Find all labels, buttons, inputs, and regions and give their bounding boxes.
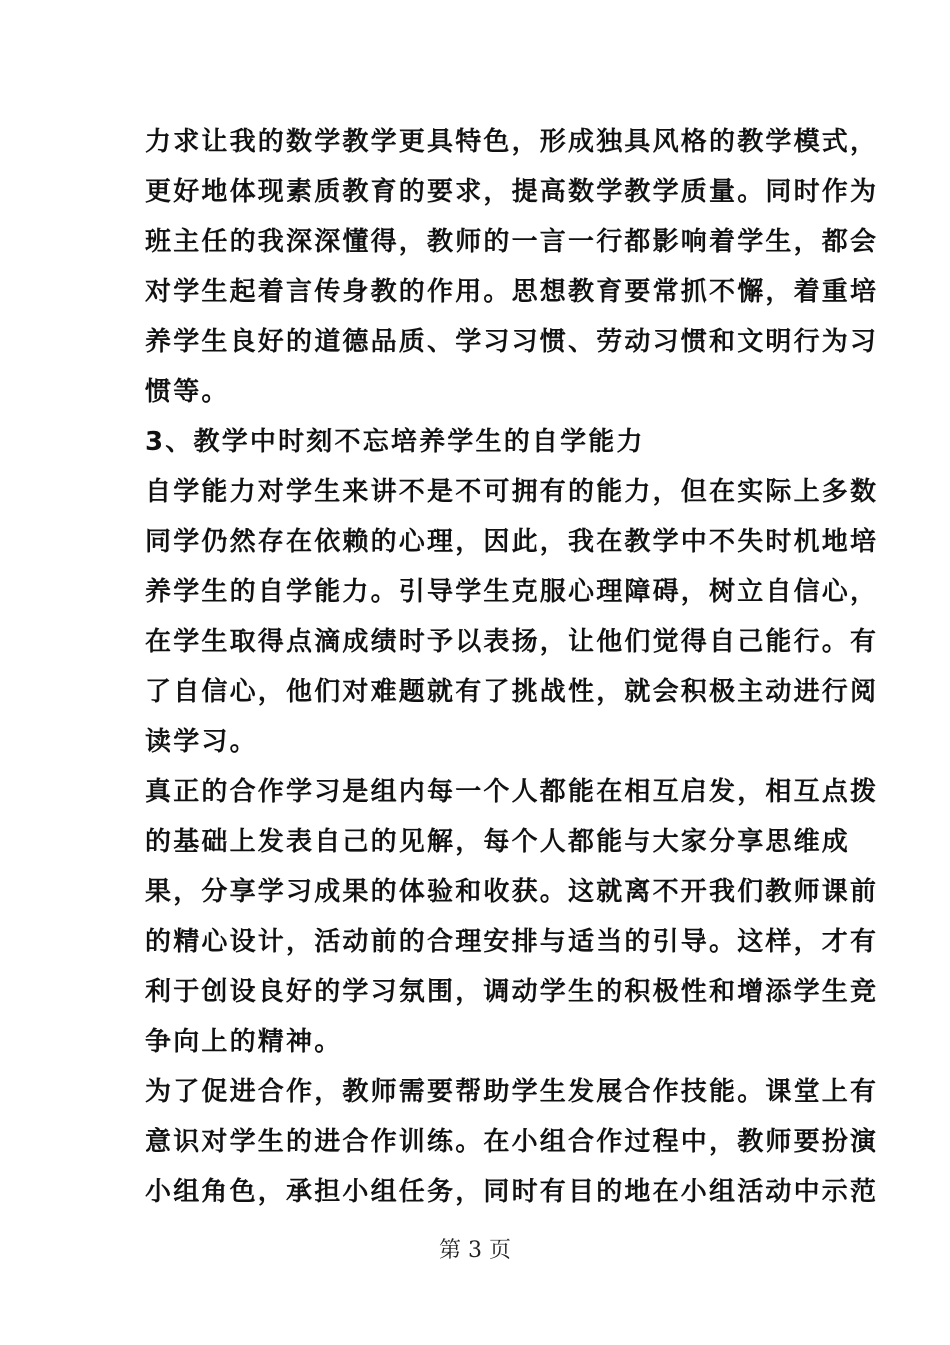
text-line: 力求让我的数学教学更具特色，形成独具风格的教学模式， <box>145 127 879 157</box>
text-line: 的基础上发表自己的见解，每个人都能与大家分享思维成 <box>145 827 851 857</box>
text-line: 小组角色，承担小组任务，同时有目的地在小组活动中示范 <box>145 1177 879 1207</box>
section-heading: 3、教学中时刻不忘培养学生的自学能力 <box>145 427 645 457</box>
text-line: 为了促进合作，教师需要帮助学生发展合作技能。课堂上有 <box>145 1077 879 1107</box>
text-line: 真正的合作学习是组内每一个人都能在相互启发，相互点拨 <box>145 777 879 807</box>
text-line: 意识对学生的进合作训练。在小组合作过程中，教师要扮演 <box>145 1127 879 1157</box>
text-line: 自学能力对学生来讲不是不可拥有的能力，但在实际上多数 <box>145 477 879 507</box>
text-line: 同学仍然存在依赖的心理，因此，我在教学中不失时机地培 <box>145 527 879 557</box>
text-line: 养学生的自学能力。引导学生克服心理障碍，树立自信心， <box>145 577 879 607</box>
text-line: 的精心设计，活动前的合理安排与适当的引导。这样，才有 <box>145 927 879 957</box>
page-footer <box>0 1233 950 1264</box>
page-number: 第 3 页 <box>439 1238 511 1263</box>
text-line: 在学生取得点滴成绩时予以表扬，让他们觉得自己能行。有 <box>145 627 879 657</box>
text-line: 惯等。 <box>145 377 230 407</box>
text-line: 利于创设良好的学习氛围，调动学生的积极性和增添学生竞 <box>145 977 879 1007</box>
document-body <box>145 117 879 1217</box>
text-line: 班主任的我深深懂得，教师的一言一行都影响着学生，都会 <box>145 227 879 257</box>
text-line: 更好地体现素质教育的要求，提高数学教学质量。同时作为 <box>145 177 879 207</box>
text-line: 对学生起着言传身教的作用。思想教育要常抓不懈，着重培 <box>145 277 879 307</box>
text-line: 养学生良好的道德品质、学习习惯、劳动习惯和文明行为习 <box>145 327 879 357</box>
text-line: 果，分享学习成果的体验和收获。这就离不开我们教师课前 <box>145 877 879 907</box>
text-line: 了自信心，他们对难题就有了挑战性，就会积极主动进行阅 <box>145 677 879 707</box>
text-line: 读学习。 <box>145 727 258 757</box>
text-line: 争向上的精神。 <box>145 1027 343 1057</box>
